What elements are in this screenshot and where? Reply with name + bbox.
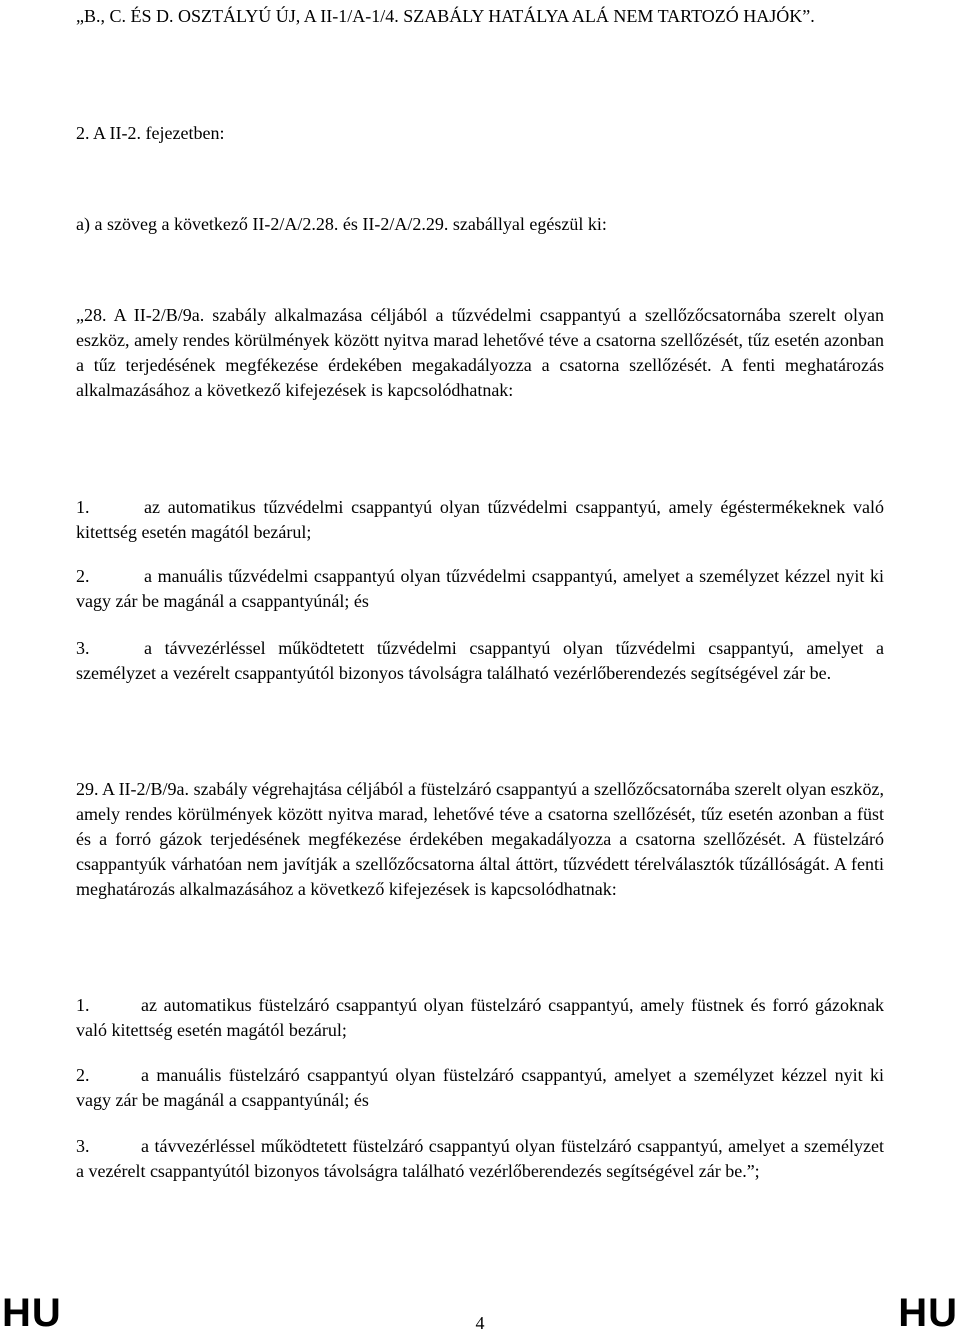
footer-language-right: HU: [898, 1291, 958, 1335]
list-item-text: a távvezérléssel működtetett tűzvédelmi csappantyú olyan tűzvédelmi csappantyú, amelyet a személyzet a vezérelt csappantyútól bizonyos távolságra található vezérlőberendezés segítségével zár be.: [76, 638, 884, 683]
list-item-text: a távvezérléssel működtetett füstelzáró csappantyú olyan füstelzáró csappantyú, amelyet a személyzet a vezérelt csappantyútól bizonyos távolságra található vezérlőberendezés segítségével zár be.”;: [76, 1136, 884, 1181]
page-number: 4: [475, 1313, 485, 1333]
heading: „B., C. ÉS D. OSZTÁLYÚ ÚJ, A II-1/A-1/4. SZABÁLY HATÁLYA ALÁ NEM TARTOZÓ HAJÓK”.: [76, 6, 815, 26]
section-line: 2. A II-2. fejezetben:: [76, 123, 225, 143]
paragraph-29: 29. A II-2/B/9a. szabály végrehajtása céljából a füstelzáró csappantyú a szellőzőcsatornába szerelt olyan eszköz, amely rendes körülmények között nyitva marad, lehetővé téve a csatorna szellőzését, tűz esetén azonban a füst és a forró gázok terjedésének megfékezése érdekében megakadályozza a csatorna szellőzését. A füstelzáró csappantyúk várhatóan nem javítják a szellőzőcsatorna által áttört, tűzvédett térelválasztók tűzállóságát. A fenti meghatározás alkalmazásához a következő kifejezések is kapcsolódhatnak:: [76, 779, 884, 899]
list-item-text: az automatikus tűzvédelmi csappantyú olyan tűzvédelmi csappantyú, amely égéstermékeknek való kitettség esetén magától bezárul;: [76, 497, 884, 542]
list-item-number: 1.: [76, 995, 90, 1015]
footer-language-left: HU: [2, 1291, 62, 1335]
list-item-text: a manuális füstelzáró csappantyú olyan füstelzáró csappantyú, amelyet a személyzet kézzel nyit ki vagy zár be magánál a csappantyúnál; és: [76, 1065, 884, 1110]
list-item: [76, 636, 884, 686]
list-item: [76, 1134, 884, 1184]
list-item: [76, 993, 884, 1043]
list-item-text: az automatikus füstelzáró csappantyú olyan füstelzáró csappantyú, amely füstnek és forró gázoknak való kitettség esetén magától bezárul;: [76, 995, 884, 1040]
list-item-number: 1.: [76, 497, 90, 517]
list-item: [76, 564, 884, 614]
list-item: [76, 1063, 884, 1113]
list-item-text: a manuális tűzvédelmi csappantyú olyan tűzvédelmi csappantyú, amelyet a személyzet kézzel nyit ki vagy zár be magánál a csappantyúnál; és: [76, 566, 884, 611]
intro-line: a) a szöveg a következő II-2/A/2.28. és II-2/A/2.29. szabállyal egészül ki:: [76, 214, 607, 234]
list-item-number: 3.: [76, 1136, 90, 1156]
list-item: [76, 495, 884, 545]
list-item-number: 2.: [76, 1065, 90, 1085]
paragraph-28: „28. A II-2/B/9a. szabály alkalmazása céljából a tűzvédelmi csappantyú a szellőzőcsatornába szerelt olyan eszköz, amely rendes körülmények között nyitva marad lehetővé téve a csatorna szellőzését, tűz esetén azonban a tűz terjedésének megfékezése érdekében megakadályozza a csatorna szellőzését. A fenti meghatározás alkalmazásához a következő kifejezések is kapcsolódhatnak:: [76, 305, 884, 400]
list-item-number: 3.: [76, 638, 90, 658]
list-item-number: 2.: [76, 566, 90, 586]
